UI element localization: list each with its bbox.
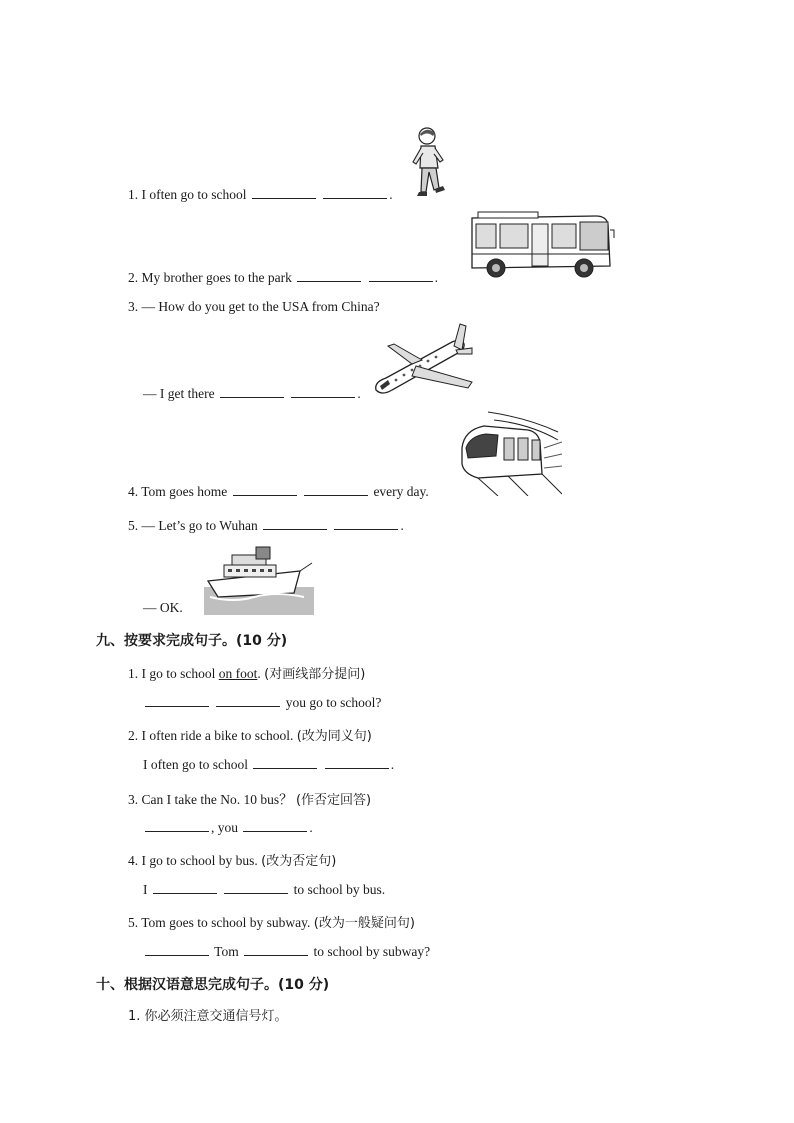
bus-icon — [466, 208, 616, 282]
answer-blank[interactable] — [323, 186, 387, 199]
answer-blank[interactable] — [304, 483, 368, 496]
p9-q4-answer: I to school by bus. — [143, 882, 386, 897]
p9-q2-answer: I often go to school . — [143, 757, 395, 772]
p9-q2: 2. I often ride a bike to school. (改为同义句) — [128, 728, 372, 744]
p9-q3-answer: , you . — [143, 819, 313, 836]
p8-q5-reply: — OK. — [143, 600, 183, 615]
answer-blank[interactable] — [253, 756, 317, 769]
answer-blank[interactable] — [153, 881, 217, 894]
answer-blank[interactable] — [220, 385, 284, 398]
p8-q5: 5. — Let’s go to Wuhan . — [128, 518, 404, 533]
answer-blank[interactable] — [291, 385, 355, 398]
answer-blank[interactable] — [145, 819, 209, 832]
part10-heading: 十、根据汉语意思完成句子。(10 分) — [96, 977, 330, 993]
p8-q2: 2. My brother goes to the park . — [128, 270, 438, 285]
answer-blank[interactable] — [252, 186, 316, 199]
answer-blank[interactable] — [216, 694, 280, 707]
answer-blank[interactable] — [233, 483, 297, 496]
p9-q1: 1. I go to school on foot. (对画线部分提问) — [128, 666, 366, 682]
answer-blank[interactable] — [224, 881, 288, 894]
p9-q5-answer: Tom to school by subway? — [143, 943, 430, 960]
part9-heading: 九、按要求完成句子。(10 分) — [96, 633, 288, 649]
p8-q1: 1. I often go to school . — [128, 187, 393, 202]
p9-q1-answer: you go to school? — [143, 694, 381, 711]
answer-blank[interactable] — [145, 943, 209, 956]
answer-blank[interactable] — [145, 694, 209, 707]
answer-blank[interactable] — [334, 517, 398, 530]
p8-q3-question: 3. — How do you get to the USA from China? — [128, 299, 380, 314]
p10-q1: 1. 你必须注意交通信号灯。 — [128, 1009, 288, 1024]
p9-q3: 3. Can I take the No. 10 bus？ (作否定回答) — [128, 792, 372, 808]
airplane-icon — [372, 320, 478, 402]
p8-q4: 4. Tom goes home every day. — [128, 484, 429, 499]
p9-q4: 4. I go to school by bus. (改为否定句) — [128, 853, 337, 869]
train-icon — [458, 408, 562, 496]
walking-boy-icon — [405, 126, 455, 200]
answer-blank[interactable] — [297, 269, 361, 282]
p8-q3-answer: — I get there . — [143, 386, 361, 401]
answer-blank[interactable] — [325, 756, 389, 769]
answer-blank[interactable] — [369, 269, 433, 282]
p9-q5: 5. Tom goes to school by subway. (改为一般疑问句) — [128, 915, 415, 931]
answer-blank[interactable] — [263, 517, 327, 530]
ship-icon — [204, 543, 314, 615]
answer-blank[interactable] — [244, 943, 308, 956]
answer-blank[interactable] — [243, 819, 307, 832]
